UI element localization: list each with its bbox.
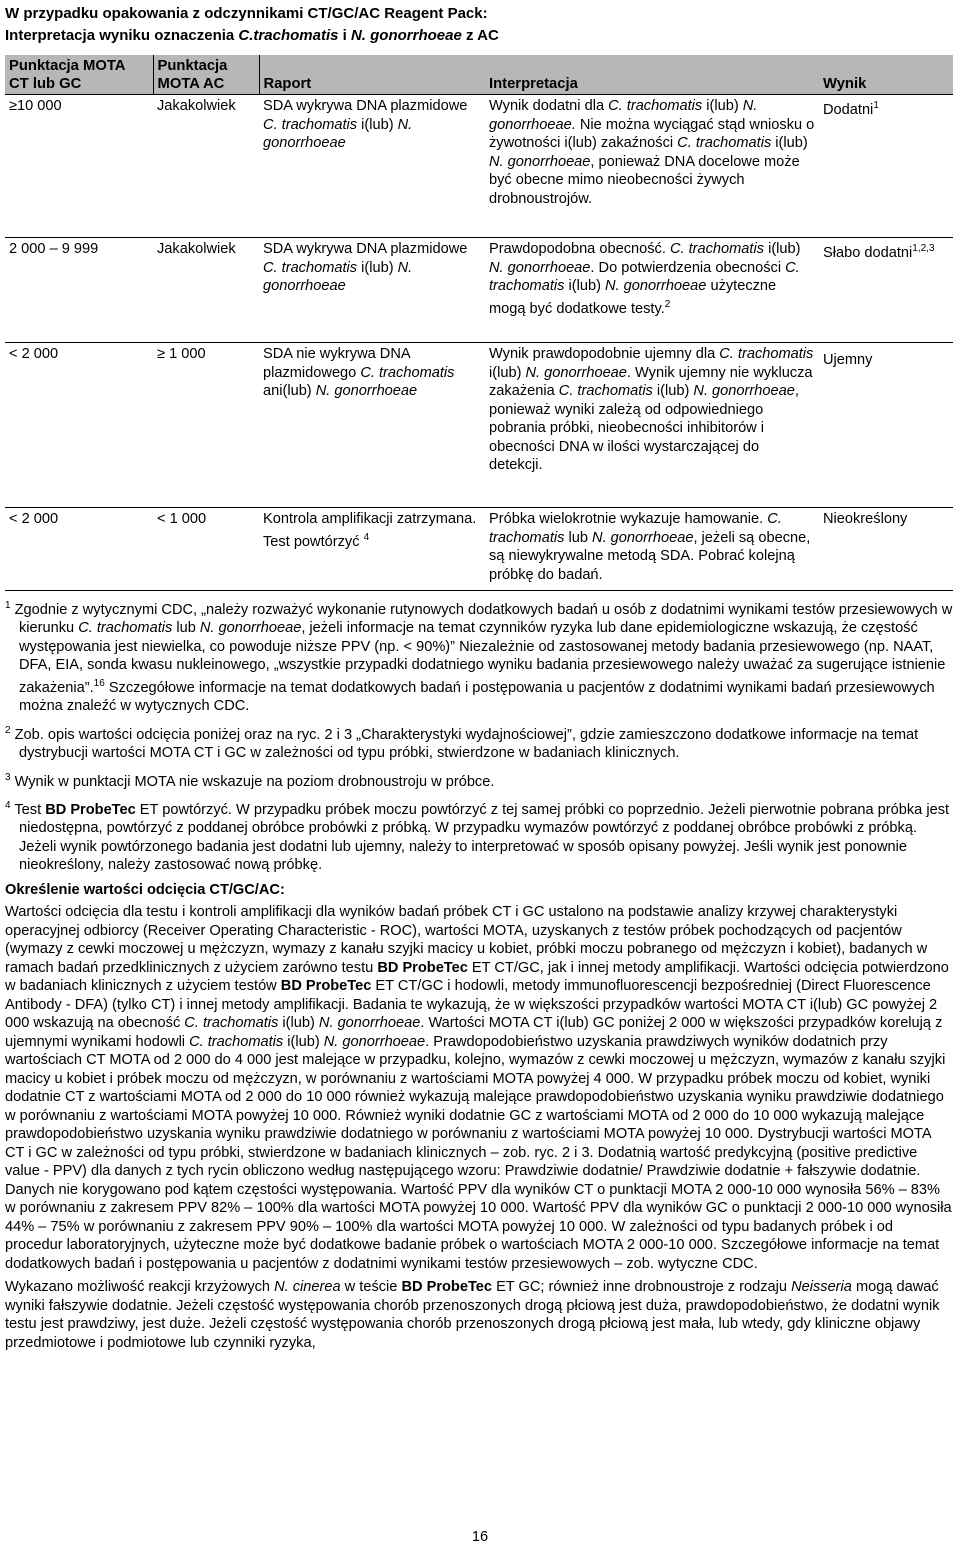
cell-result: Dodatni$^1$ — [819, 95, 953, 238]
page-heading — [5, 3, 953, 47]
table-row — [5, 508, 953, 591]
table-row — [5, 343, 953, 508]
header-mota-ct-gc: Punktacja MOTA CT lub GC — [5, 55, 153, 95]
cutoff-section — [5, 881, 953, 1353]
cell-interpretation: Wynik dodatni dla C. trachomatis i(lub) N. gonorrhoeae. Nie można wyciągać stąd wniosku o żywotności i(lub) zakaźności C. trachomatis i(lub) N. gonorrhoeae, ponieważ DNA docelowe może być obecne mimo nieobecności żywych drobnoustrojów. — [485, 95, 819, 238]
cell-interpretation: Próbka wielokrotnie wykazuje hamowanie. C. trachomatis lub N. gonorrhoeae, jeżeli są obecne, są niewykrywalne metodą SDA. Pobrać kolejną próbkę do badań. — [485, 508, 819, 591]
cell-interpretation: Wynik prawdopodobnie ujemny dla C. trachomatis i(lub) N. gonorrhoeae. Wynik ujemny nie wyklucza zakażenia C. trachomatis i(lub) N. gonorrhoeae, ponieważ wyniki zależą od odpowiedniego pobrania próbki, nieobecności inhibitorów i obecności DNA w ilości wystarczającej do detekcji. — [485, 343, 819, 508]
table-row — [5, 238, 953, 343]
heading-line-2: Interpretacja wyniku oznaczenia C.trachomatis i N. gonorrhoeae z AC — [5, 27, 499, 44]
cell-report: SDA nie wykrywa DNA plazmidowego C. trachomatis ani(lub) N. gonorrhoeae — [259, 343, 485, 508]
table-header-row — [5, 55, 953, 95]
cell-report: SDA wykrywa DNA plazmidowe C. trachomatis i(lub) N. gonorrhoeae — [259, 238, 485, 343]
footnote-4: $^4$ Test BD ProbeTec ET powtórzyć. W przypadku próbek moczu powtórzyć z tej samej próbki co poprzednio. Jeżeli pierwotnie pobrana próbka jest niedostępna, powtórzyć z poddanej obróbce probówki z próbką. W przypadku wymazów powtórzyć z poddanej obróbce probówki z próbką. Jeżeli wynik powtórzonego badania jest dodatni lub ujemny, należy to interpretować w sposób opisany powyżej. Jeśli wynik jest ponownie nieokreślony, należy zastosować nową próbkę. — [5, 799, 950, 874]
cell-mota: 2 000 – 9 999 — [5, 238, 153, 343]
header-result: Wynik — [819, 55, 953, 95]
cell-ac: Jakakolwiek — [153, 238, 259, 343]
cell-mota: < 2 000 — [5, 508, 153, 591]
cell-mota: ≥10 000 — [5, 95, 153, 238]
footnote-3: $^3$ Wynik w punktacji MOTA nie wskazuje na poziom drobnoustroju w próbce. — [5, 771, 495, 790]
cell-result: Nieokreślony — [819, 508, 953, 591]
section-heading: Określenie wartości odcięcia CT/GC/AC: — [5, 881, 285, 898]
header-interpretation: Interpretacja — [485, 55, 819, 95]
document-page — [5, 0, 953, 1357]
page-number: 16 — [471, 1529, 489, 1545]
cell-result: Słabo dodatni$^{1,2,3}$ — [819, 238, 953, 343]
cell-report: SDA wykrywa DNA plazmidowe C. trachomatis i(lub) N. gonorrhoeae — [259, 95, 485, 238]
cell-interpretation: Prawdopodobna obecność. C. trachomatis i(lub) N. gonorrhoeae. Do potwierdzenia obecności C. trachomatis i(lub) N. gonorrhoeae użyteczne mogą być dodatkowe testy.$^2$ — [485, 238, 819, 343]
interpretation-table — [5, 55, 953, 591]
header-mota-ac: Punktacja MOTA AC — [153, 55, 259, 95]
header-report: Raport — [259, 55, 485, 95]
footnote-1: $^1$ Zgodnie z wytycznymi CDC, „należy rozważyć wykonanie rutynowych dodatkowych badań u osób z dodatnimi wynikami testów przesiewowych w kierunku C. trachomatis lub N. gonorrhoeae, jeżeli informacje na temat czynników ryzyka lub dane epidemiologiczne wskazują, że częstość występowania jest niewielka, co powoduje niższe PPV (np. < 90%)” Niezależnie od zastosowanej metody badania przesiewowego (np. NAAT, DFA, EIA, sonda kwasu nukleinowego, „wszystkie przypadki dodatniego wyniku badania przesiewowego należy uważać za sugerujące istnienie zakażenia”.$^{16}$ Szczegółowe informacje na temat dodatkowych badań i postępowania u pacjentów z dodatnimi wynikami badań przesiewowych można znaleźć w wytycznych CDC. — [5, 600, 953, 715]
cell-ac: < 1 000 — [153, 508, 259, 591]
section-paragraph-2: Wykazano możliwość reakcji krzyżowych N. cinerea w teście BD ProbeTec ET GC; również inne drobnoustroje z rodzaju Neisseria mogą dawać wyniki fałszywie dodatnie. Jeżeli częstość występowania chorób przenoszonych drogą płciową jest duża, prawdopodobieństwo, że dodatni wynik testu jest prawdziwy, jest duże. Jeżeli częstość występowania chorób przenoszonych drogą płciową jest mała, lub wtedy, gdy kliniczne objawy przedmiotowe i podmiotowe lub czynniki ryzyka, — [5, 1279, 940, 1351]
section-paragraph-1: Wartości odcięcia dla testu i kontroli amplifikacji dla wyników badań próbek CT i GC ustalono na podstawie analizy krzywej charakterystyki operacyjnej odbiorcy (Receiver Operating Characteristic - ROC), wartości MOTA, uzyskanych z testów próbek pochodzących od pacjentów (wymazy z cewki moczowej u mężczyzn, wymazy z kanału szyjki macicy u kobiet, próbki moczu pobranego od mężczyzn i kobiet), badanych w ramach badań przedklinicznych z użyciem zarówno testu BD ProbeTec ET CT/GC, jak i innej metody amplifikacji. Wartości odcięcia potwierdzono w badaniach klinicznych z użyciem testów BD ProbeTec ET CT/GC i hodowli, metody immunofluorescencji bezpośredniej (Direct Fluorescence Antibody - DFA) (tylko CT) i innej metody amplifikacji. Badania te wykazują, że w większości przypadków wartości MOTA CT i(lub) GC powyżej 2 000 wskazują na obecność C. trachomatis i(lub) N. gonorrhoeae. Wartości MOTA CT i(lub) GC poniżej 2 000 w większości przypadków korelują z ujemnymi wynikami hodowli C. trachomatis i(lub) N. gonorrhoeae. Prawdopodobieństwo uzyskania prawdziwych wyników dodatnich przy wartościach CT MOTA od 2 000 do 4 000 jest malejące w przypadku, kolejno, wymazów z cewki moczowej u mężczyzn, wymazów z kanału szyjki macicy u kobiet i próbek moczu od mężczyzn, w porównaniu z wartościami MOTA powyżej 4 000. W przypadku próbek moczu od kobiet, wyniki dodatnie CT z wartościami MOTA od 2 000 do 10 000 również wykazują malejące prawdopodobieństwo uzyskania wyniku prawdziwie dodatniego w porównaniu z wartościami MOTA powyżej 10 000. Również wyniki dodatnie GC z wartościami MOTA od 2 000 do 10 000 wykazują malejące prawdopodobieństwo uzyskania wyniku prawdziwie dodatniego w porównaniu z wartościami MOTA powyżej 10 000. Dystrybucji wartości MOTA CT i GC w zależności od typu próbki, stwierdzone w badaniach klinicznych – zob. ryc. 2 i 3. Dodatnią wartość predykcyjną (positive predictive value - PPV) dla danych z tych rycin obliczono według następującego wzoru: Prawdziwie dodatnie/ Prawdziwie dodatnie + fałszywie dodatnie. Danych nie korygowano pod kątem częstości występowania. Wartość PPV dla wyników CT o punktacji MOTA 2 000-10 000 wynosiła 56% – 83% w porównaniu z zakresem PPV 82% – 100% dla wartości MOTA powyżej 10 000. Wartość PPV dla wyników GC o punktacji 2 000-10 000 wynosiła 44% – 75% w porównaniu z zakresem PPV 90% – 100% dla wartości MOTA powyżej 10 000. W zależności od typu badanych próbek i od procedur laboratoryjnych, użyteczne może być dodatkowe badanie próbek o wartościach MOTA 2 000-10 000. Szczegółowe informacje na temat dodatkowych badań i postępowania u pacjentów z dodatnimi wynikami testów przesiewowych – zob. wytyczne CDC. — [5, 904, 952, 1272]
cell-ac: ≥ 1 000 — [153, 343, 259, 508]
footnote-2: $^2$ Zob. opis wartości odcięcia poniżej oraz na ryc. 2 i 3 „Charakterystyki wydajnościowej”, gdzie zamieszczono dodatkowe informacje na temat dystrybucji wartości MOTA CT i GC w zależności od typu próbki, stwierdzone w badaniach klinicznych. — [5, 724, 919, 762]
table-row — [5, 95, 953, 238]
footnotes — [5, 597, 953, 875]
cell-report: Kontrola amplifikacji zatrzymana. Test powtórzyć $^4$ — [259, 508, 485, 591]
cell-result: Ujemny — [819, 343, 953, 508]
cell-ac: Jakakolwiek — [153, 95, 259, 238]
heading-line-1: W przypadku opakowania z odczynnikami CT/GC/AC Reagent Pack: — [5, 5, 488, 22]
cell-mota: < 2 000 — [5, 343, 153, 508]
